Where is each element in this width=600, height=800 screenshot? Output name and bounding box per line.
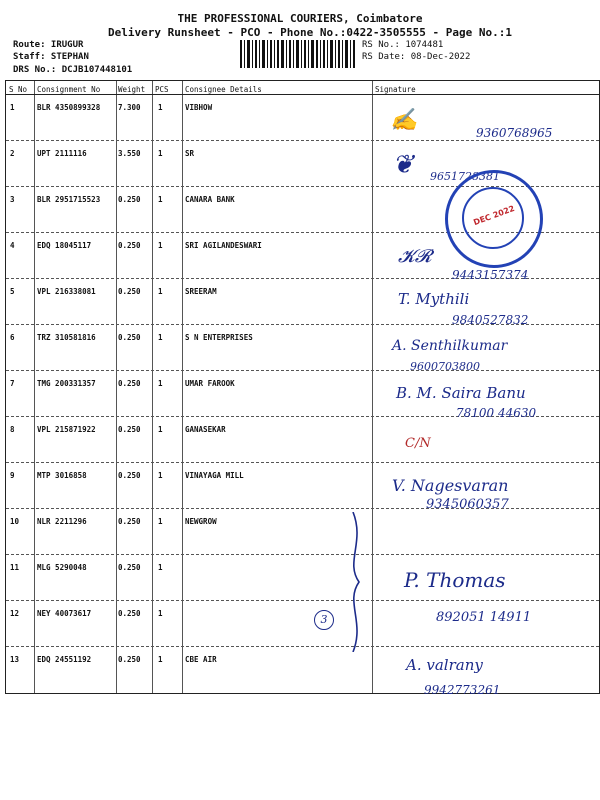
cell-pcs: 1 bbox=[158, 655, 163, 664]
cell-sno: 3 bbox=[10, 195, 15, 204]
runsheet-subtitle: Delivery Runsheet - PCO - Phone No.:0422-3505555 - Page No.:1 bbox=[108, 26, 512, 39]
cell-sno: 4 bbox=[10, 241, 15, 250]
cell-pcs: 1 bbox=[158, 471, 163, 480]
cell-weight: 0.250 bbox=[118, 517, 141, 526]
cell-consignee: S N ENTERPRISES bbox=[185, 333, 253, 342]
signature-row-11: P. Thomas bbox=[404, 568, 506, 592]
cell-weight: 0.250 bbox=[118, 609, 141, 618]
cell-consignment: TRZ 310581816 bbox=[37, 333, 96, 342]
cell-sno: 5 bbox=[10, 287, 15, 296]
signature-row-9: V. Nagesvaran bbox=[392, 476, 509, 495]
cell-consignment: EDQ 24551192 bbox=[37, 655, 92, 664]
cell-consignment: TMG 200331357 bbox=[37, 379, 96, 388]
column-header-weight: Weight bbox=[118, 85, 146, 94]
column-header-consignment: Consignment No bbox=[37, 85, 101, 94]
column-header-consignee: Consignee Details bbox=[185, 85, 262, 94]
table-row bbox=[6, 647, 599, 693]
route-label: Route: IRUGUR bbox=[13, 40, 84, 50]
cell-consignment: MLG 5290048 bbox=[37, 563, 87, 572]
delivery-stamp bbox=[445, 170, 543, 268]
cell-consignee: SREERAM bbox=[185, 287, 217, 296]
cell-consignee: CANARA BANK bbox=[185, 195, 235, 204]
phone-row-7: 78100 44630 bbox=[456, 406, 537, 420]
cell-pcs: 1 bbox=[158, 563, 163, 572]
phone-row-4: 9443157374 bbox=[452, 268, 529, 282]
cell-consignee: VINAYAGA MILL bbox=[185, 471, 244, 480]
page-title: THE PROFESSIONAL COURIERS, Coimbatore bbox=[177, 12, 423, 25]
cell-pcs: 1 bbox=[158, 241, 163, 250]
cell-sno: 6 bbox=[10, 333, 15, 342]
cell-weight: 0.250 bbox=[118, 563, 141, 572]
cell-pcs: 1 bbox=[158, 195, 163, 204]
cell-consignment: VPL 216338081 bbox=[37, 287, 96, 296]
signature-row-8: C/N bbox=[405, 436, 431, 451]
cell-weight: 3.550 bbox=[118, 149, 141, 158]
cell-pcs: 1 bbox=[158, 379, 163, 388]
cell-pcs: 1 bbox=[158, 287, 163, 296]
cell-weight: 0.250 bbox=[118, 287, 141, 296]
cell-sno: 12 bbox=[10, 609, 20, 618]
cell-sno: 1 bbox=[10, 103, 15, 112]
phone-row-5: 9840527832 bbox=[452, 313, 529, 327]
cell-pcs: 1 bbox=[158, 333, 163, 342]
cell-consignment: VPL 215871922 bbox=[37, 425, 96, 434]
cell-consignment: UPT 2111116 bbox=[37, 149, 87, 158]
phone-row-9: 9345060357 bbox=[426, 497, 509, 512]
barcode-image bbox=[240, 40, 356, 68]
cell-consignee: CBE AIR bbox=[185, 655, 217, 664]
table-row bbox=[6, 463, 599, 509]
cell-sno: 10 bbox=[10, 517, 20, 526]
cell-consignment: EDQ 18045117 bbox=[37, 241, 92, 250]
bracket-mark bbox=[345, 512, 375, 652]
cell-weight: 0.250 bbox=[118, 333, 141, 342]
rs-date: RS Date: 08-Dec-2022 bbox=[362, 52, 471, 62]
table-row bbox=[6, 417, 599, 463]
cell-pcs: 1 bbox=[158, 425, 163, 434]
table-row bbox=[6, 509, 599, 555]
phone-row-6: 9600703800 bbox=[410, 360, 480, 373]
cell-consignment: NEY 40073617 bbox=[37, 609, 92, 618]
signature-row-2: ❦ bbox=[392, 150, 414, 180]
phone-row-2: 9651728381 bbox=[430, 170, 500, 183]
cell-sno: 2 bbox=[10, 149, 15, 158]
table-row bbox=[6, 555, 599, 601]
cell-sno: 8 bbox=[10, 425, 15, 434]
drs-number: DRS No.: DCJB107448101 bbox=[13, 65, 133, 75]
circled-number: 3 bbox=[314, 610, 334, 630]
cell-consignee: SR bbox=[185, 149, 195, 158]
cell-consignee: SRI AGILANDESWARI bbox=[185, 241, 262, 250]
cell-pcs: 1 bbox=[158, 517, 163, 526]
cell-pcs: 1 bbox=[158, 149, 163, 158]
cell-weight: 0.250 bbox=[118, 425, 141, 434]
cell-consignment: BLR 4350899328 bbox=[37, 103, 101, 112]
cell-weight: 0.250 bbox=[118, 471, 141, 480]
cell-pcs: 1 bbox=[158, 103, 163, 112]
cell-consignee: NEWGROW bbox=[185, 517, 217, 526]
column-header-sno: S No bbox=[9, 85, 28, 94]
stamp-date: DEC 2022 bbox=[472, 203, 516, 228]
signature-row-4: 𝓚𝓡 bbox=[398, 246, 432, 267]
cell-sno: 9 bbox=[10, 471, 15, 480]
cell-weight: 0.250 bbox=[118, 379, 141, 388]
phone-row-13: 9942773261 bbox=[424, 683, 501, 697]
cell-weight: 0.250 bbox=[118, 655, 141, 664]
cell-sno: 11 bbox=[10, 563, 20, 572]
cell-weight: 0.250 bbox=[118, 195, 141, 204]
signature-row-13: A. valrany bbox=[406, 656, 483, 674]
signature-row-6: A. Senthilkumar bbox=[392, 338, 508, 354]
rs-number: RS No.: 1074481 bbox=[362, 40, 444, 50]
phone-row-1: 9360768965 bbox=[476, 126, 553, 140]
phone-row-12: 892051 14911 bbox=[436, 610, 532, 625]
staff-label: Staff: STEPHAN bbox=[13, 52, 89, 62]
column-header-signature: Signature bbox=[375, 85, 416, 94]
signature-row-7: B. M. Saira Banu bbox=[396, 384, 526, 402]
table-row bbox=[6, 325, 599, 371]
cell-weight: 7.300 bbox=[118, 103, 141, 112]
cell-consignment: MTP 3016858 bbox=[37, 471, 87, 480]
column-header-pcs: PCS bbox=[155, 85, 169, 94]
cell-pcs: 1 bbox=[158, 609, 163, 618]
cell-consignee: VIBHOW bbox=[185, 103, 213, 112]
cell-consignment: BLR 2951715523 bbox=[37, 195, 101, 204]
cell-sno: 7 bbox=[10, 379, 15, 388]
cell-consignee: UMAR FAROOK bbox=[185, 379, 235, 388]
signature-row-5: T. Mythili bbox=[398, 290, 470, 308]
cell-weight: 0.250 bbox=[118, 241, 141, 250]
cell-sno: 13 bbox=[10, 655, 20, 664]
signature-row-1: ✍ bbox=[390, 108, 418, 133]
cell-consignment: NLR 2211296 bbox=[37, 517, 87, 526]
cell-consignee: GANASEKAR bbox=[185, 425, 226, 434]
